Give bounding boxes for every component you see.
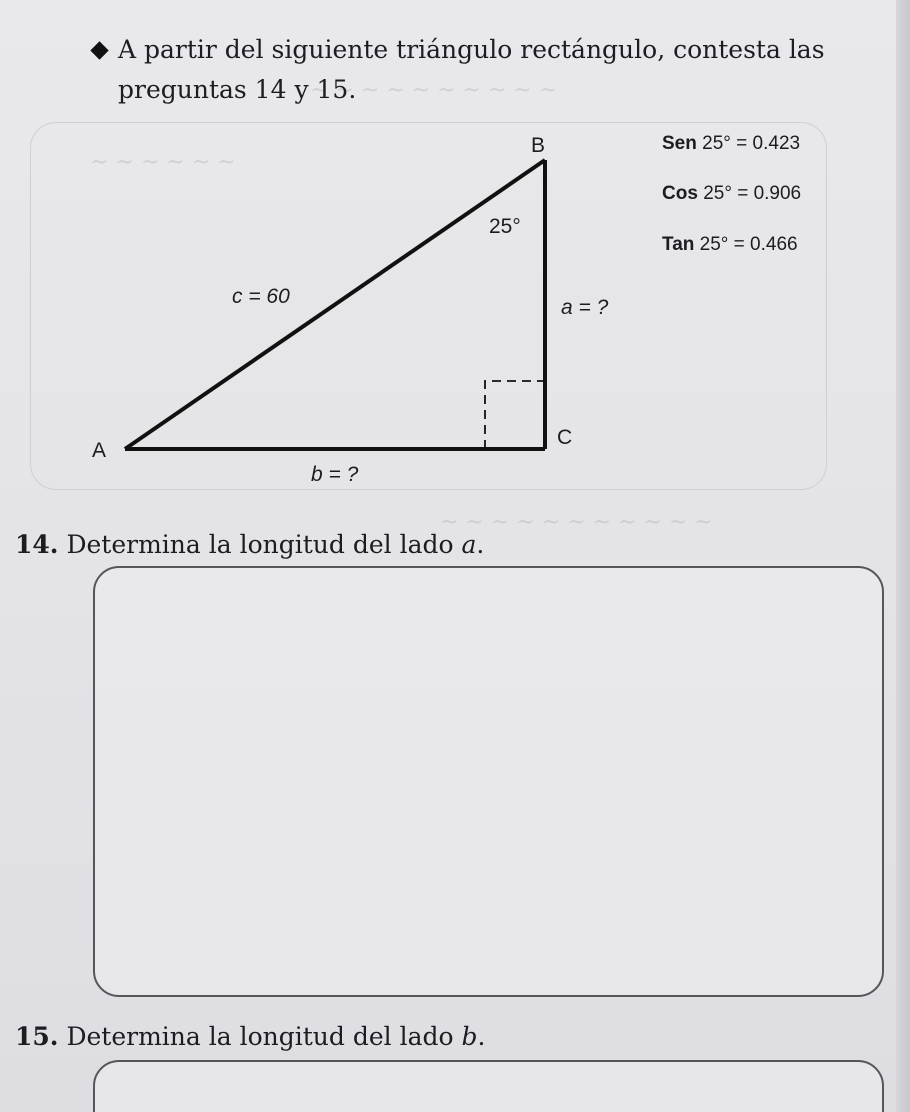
hypotenuse-line	[125, 160, 545, 449]
answer-box-14[interactable]	[93, 566, 884, 997]
question-text: Determina la longitud del lado	[66, 530, 454, 559]
vertex-a-label: A	[92, 439, 107, 462]
bleed-through-text: ~ ~ ~ ~ ~ ~	[90, 150, 236, 175]
question-variable: a	[461, 530, 477, 559]
trig-fn-label: Cos	[662, 183, 698, 204]
answer-box-15[interactable]	[93, 1060, 884, 1112]
trig-value-text: 25° = 0.906	[703, 183, 802, 204]
question-number: 15.	[15, 1022, 59, 1051]
question-text: Determina la longitud del lado	[66, 1022, 454, 1051]
vertex-c-label: C	[557, 426, 573, 449]
bleed-through-text: ~ ~ ~ ~ ~ ~ ~ ~ ~ ~ ~	[440, 510, 713, 535]
trig-value-text: 25° = 0.466	[699, 234, 798, 255]
angle-label: 25°	[489, 215, 521, 238]
right-triangle-figure	[0, 0, 910, 520]
side-a-label: a = ?	[561, 296, 609, 319]
vertex-b-label: B	[531, 134, 546, 157]
instruction-text: A partir del siguiente triángulo rectángulo, contesta las preguntas 14 y 15.	[118, 35, 825, 104]
right-angle-marker	[485, 381, 545, 449]
question-end-punct: .	[477, 1022, 486, 1051]
trig-value-sen	[662, 133, 800, 155]
question-variable: b	[461, 1022, 478, 1051]
hypotenuse-label: c = 60	[232, 285, 290, 308]
side-b-label: b = ?	[311, 463, 359, 486]
question-number: 14.	[15, 530, 59, 559]
question-end-punct: .	[476, 530, 485, 559]
trig-value-tan	[662, 234, 798, 256]
trig-fn-label: Tan	[662, 234, 695, 255]
bleed-through-text: ~ ~ ~ ~ ~ ~ ~ ~ ~ ~	[310, 78, 558, 103]
question-15	[15, 1022, 485, 1051]
question-14	[15, 530, 484, 559]
trig-value-cos	[662, 183, 801, 205]
trig-value-text: 25° = 0.423	[702, 133, 801, 154]
trig-fn-label: Sen	[662, 133, 697, 154]
